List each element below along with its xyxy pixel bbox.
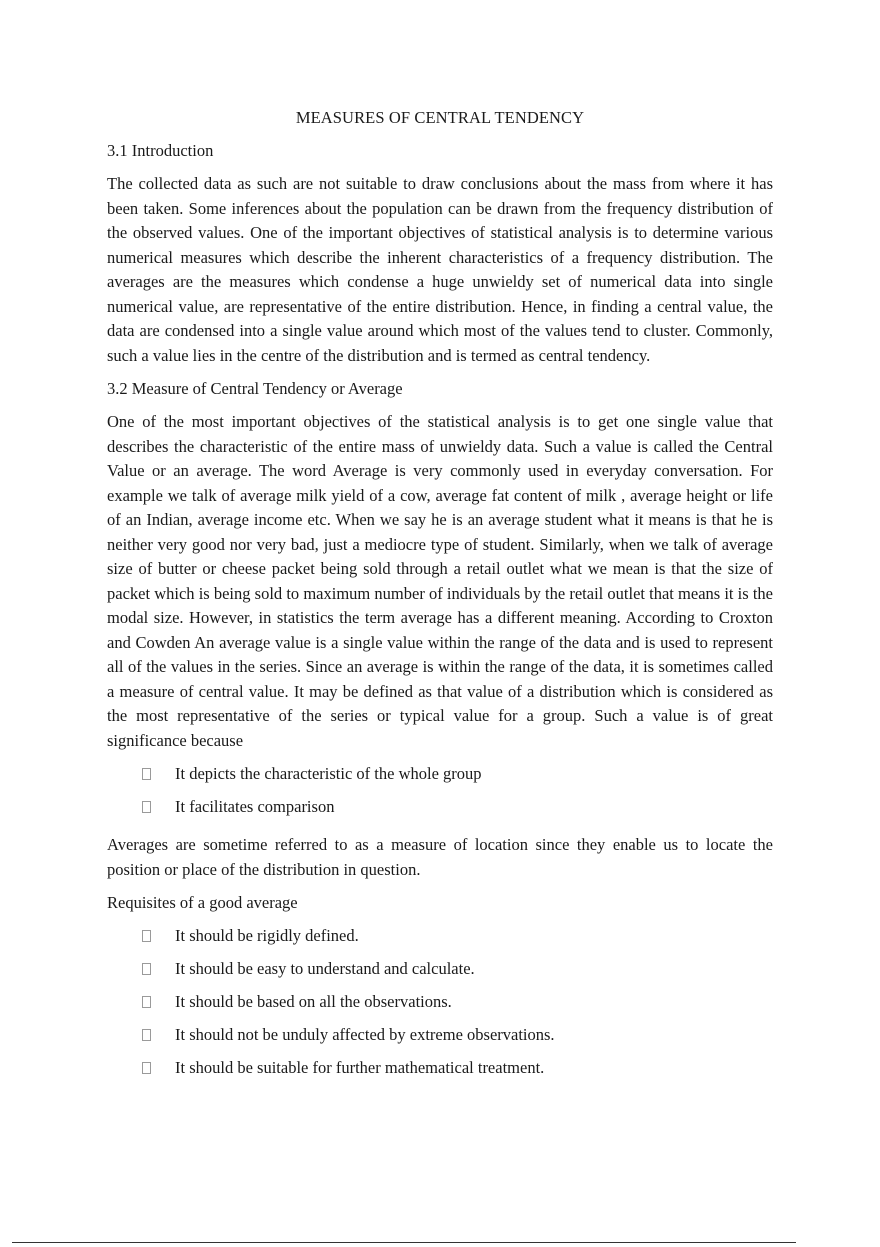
list-item xyxy=(107,1056,773,1080)
footer-divider xyxy=(12,1242,796,1243)
paragraph-introduction: The collected data as such are not suitable to draw conclusions about the mass from where it has been taken. Some inferences about the population can be drawn from the frequency distribution of the observed values. One of the important objectives of statistical analysis is to determine various numerical measures which describe the inherent characteristics of a frequency distribution. The averages are the measures which condense a huge unwieldy set of numerical data into single numerical value, are representative of the entire distribution. Hence, in finding a central value, the data are condensed into a single value around which most of the values tend to cluster. Commonly, such a value lies in the centre of the distribution and is termed as central tendency. xyxy=(107,174,773,365)
requisites-heading: Requisites of a good average xyxy=(107,893,298,912)
bullet-box-icon xyxy=(142,963,151,975)
list-item-text: It depicts the characteristic of the whole group xyxy=(175,764,482,783)
list-item-text: It facilitates comparison xyxy=(175,797,335,816)
list-item-text: It should be based on all the observations. xyxy=(175,992,452,1011)
bullet-box-icon xyxy=(142,930,151,942)
bullet-box-icon xyxy=(142,1029,151,1041)
bullet-box-icon xyxy=(142,1062,151,1074)
list-item xyxy=(107,1023,773,1047)
list-item-text: It should not be unduly affected by extreme observations. xyxy=(175,1025,555,1044)
bullet-box-icon xyxy=(142,801,151,813)
page-title: MEASURES OF CENTRAL TENDENCY xyxy=(295,108,585,127)
list-item xyxy=(107,762,773,786)
list-item-text: It should be easy to understand and calculate. xyxy=(175,959,475,978)
requisites-list xyxy=(107,924,773,1080)
paragraph-central-tendency: One of the most important objectives of the statistical analysis is to get one single value that describes the characteristic of the entire mass of unwieldy data. Such a value is called the Central Value or an average. The word Average is very commonly used in everyday conversation. For example we talk of average milk yield of a cow, average fat content of milk , average height or life of an Indian, average income etc. When we say he is an average student what it means is that he is neither very good nor very bad, just a mediocre type of student. Similarly, when we talk of average size of butter or cheese packet being sold through a retail outlet what we mean is that the size of packet which is being sold to maximum number of individuals by the retail outlet that means it is the modal size. However, in statistics the term average has a different meaning. According to Croxton and Cowden An average value is a single value within the range of the data and is used to represent all of the values in the series. Since an average is within the range of the data, it is sometimes called a measure of central value. It may be defined as that value of a distribution which is considered as the most representative of the series or typical value for a group. Such a value is of great significance because xyxy=(107,412,773,750)
list-item xyxy=(107,795,773,819)
section-heading-introduction: 3.1 Introduction xyxy=(107,141,214,160)
list-item xyxy=(107,990,773,1014)
paragraph-location: Averages are sometime referred to as a measure of location since they enable us to locate the position or place of the distribution in question. xyxy=(107,835,773,879)
bullet-box-icon xyxy=(142,768,151,780)
list-item xyxy=(107,957,773,981)
list-item-text: It should be rigidly defined. xyxy=(175,926,359,945)
significance-list xyxy=(107,762,773,819)
list-item xyxy=(107,924,773,948)
list-item-text: It should be suitable for further mathematical treatment. xyxy=(175,1058,545,1077)
section-heading-central-tendency: 3.2 Measure of Central Tendency or Average xyxy=(107,379,403,398)
document-page xyxy=(107,106,773,1090)
bullet-box-icon xyxy=(142,996,151,1008)
